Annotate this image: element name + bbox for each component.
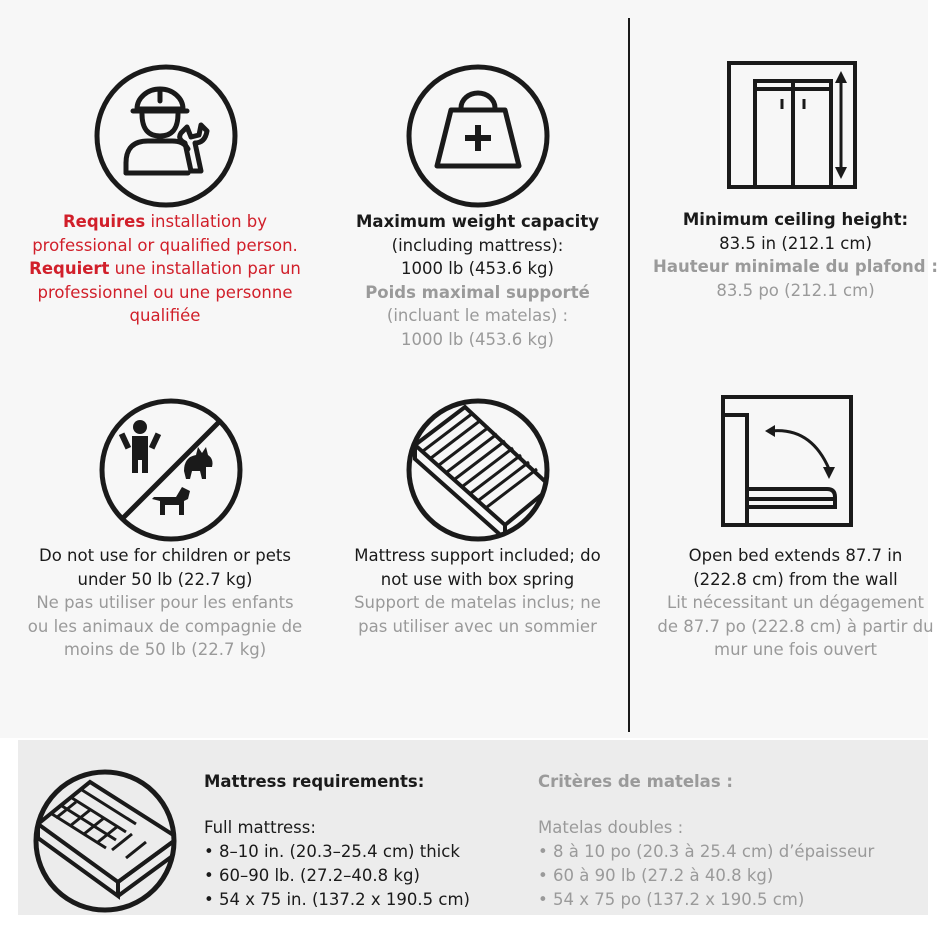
mattress-requirements-title: Mattress requirements: bbox=[204, 772, 425, 791]
feature-line bbox=[305, 304, 650, 328]
feature-line bbox=[623, 568, 945, 592]
feature-line bbox=[305, 257, 650, 281]
feature-text: de 87.7 po (222.8 cm) à partir du bbox=[657, 616, 934, 636]
feature-text: Lit nécessitant un dégagement bbox=[667, 593, 924, 612]
feature-text-mattress-support bbox=[305, 544, 650, 638]
feature-line bbox=[0, 234, 330, 258]
mattress-dimensions-fr: • 54 x 75 po (137.2 x 190.5 cm) bbox=[538, 890, 805, 909]
feature-line bbox=[623, 591, 945, 615]
feature-line bbox=[623, 279, 945, 303]
slat-support-icon bbox=[405, 397, 551, 543]
mattress-weight-fr: • 60 à 90 lb (27.2 à 40.8 kg) bbox=[538, 866, 774, 885]
feature-line bbox=[305, 568, 650, 592]
feature-line bbox=[0, 615, 330, 639]
feature-text: une installation par un bbox=[109, 259, 301, 278]
feature-line bbox=[0, 304, 330, 328]
feature-line bbox=[623, 255, 945, 279]
feature-text-ceiling-height bbox=[623, 208, 945, 302]
feature-text: under 50 lb (22.7 kg) bbox=[77, 569, 253, 589]
feature-line bbox=[0, 257, 330, 281]
feature-text: qualifiée bbox=[129, 306, 201, 325]
installer-wrench-icon bbox=[93, 63, 239, 209]
feature-text: Do not use for children or pets bbox=[39, 546, 291, 565]
mattress-thickness: • 8–10 in. (20.3–25.4 cm) thick bbox=[204, 842, 460, 861]
feature-text: Hauteur minimale du plafond : bbox=[653, 257, 938, 276]
feature-text: (incluant le matelas) : bbox=[386, 306, 569, 325]
feature-text-installation bbox=[0, 210, 330, 328]
feature-line bbox=[0, 638, 330, 662]
feature-text: Ne pas utiliser pour les enfants bbox=[36, 593, 294, 612]
feature-line bbox=[0, 281, 330, 305]
feature-text: professionnel ou une personne bbox=[37, 282, 293, 302]
weight-capacity-icon bbox=[405, 63, 551, 209]
mattress-thickness-fr: • 8 à 10 po (20.3 à 25.4 cm) d’épaisseur bbox=[538, 842, 875, 861]
feature-line bbox=[0, 568, 330, 592]
feature-text: Mattress support included; do bbox=[354, 546, 601, 565]
mattress-requirements-title-fr: Critères de matelas : bbox=[538, 772, 733, 791]
mattress-dimensions: • 54 x 75 in. (137.2 x 190.5 cm) bbox=[204, 890, 470, 909]
mattress-size-label-fr: Matelas doubles : bbox=[538, 818, 684, 837]
feature-text: 83.5 po (212.1 cm) bbox=[716, 280, 875, 300]
no-children-pets-icon bbox=[98, 397, 244, 543]
feature-line bbox=[305, 281, 650, 305]
feature-line bbox=[305, 544, 650, 568]
feature-line bbox=[305, 328, 650, 352]
feature-text: (including mattress): bbox=[391, 235, 564, 255]
mattress-size-label: Full mattress: bbox=[204, 818, 316, 837]
feature-text: professional or qualified person. bbox=[32, 235, 298, 255]
feature-text: mur une fois ouvert bbox=[714, 640, 877, 659]
feature-text-bed-extends bbox=[623, 544, 945, 662]
feature-text-weight-capacity bbox=[305, 210, 650, 351]
feature-line bbox=[623, 615, 945, 639]
feature-line bbox=[305, 615, 650, 639]
feature-text: installation by bbox=[145, 212, 268, 231]
feature-line bbox=[623, 638, 945, 662]
feature-text: Open bed extends 87.7 in bbox=[688, 546, 903, 565]
feature-line bbox=[0, 544, 330, 568]
feature-text: pas utiliser avec un sommier bbox=[358, 616, 597, 636]
feature-text: 83.5 in (212.1 cm) bbox=[719, 233, 872, 253]
feature-line bbox=[0, 591, 330, 615]
feature-line bbox=[305, 591, 650, 615]
feature-text: 1000 lb (453.6 kg) bbox=[401, 329, 554, 349]
feature-text-children-pets bbox=[0, 544, 330, 662]
feature-text: not use with box spring bbox=[380, 569, 575, 589]
feature-line bbox=[623, 232, 945, 256]
mattress-weight: • 60–90 lb. (27.2–40.8 kg) bbox=[204, 866, 420, 885]
feature-text: 1000 lb (453.6 kg) bbox=[401, 259, 554, 278]
feature-text: ou les animaux de compagnie de bbox=[27, 616, 303, 636]
mattress-requirements-fr bbox=[538, 770, 874, 912]
quilted-mattress-icon bbox=[32, 768, 178, 914]
mattress-requirements-en bbox=[204, 770, 470, 912]
feature-text: moins de 50 lb (22.7 kg) bbox=[63, 640, 267, 659]
feature-text: Minimum ceiling height: bbox=[682, 210, 909, 229]
feature-text: Maximum weight capacity bbox=[356, 212, 599, 231]
feature-line bbox=[305, 234, 650, 258]
feature-text: Support de matelas inclus; ne bbox=[354, 593, 601, 612]
feature-line bbox=[623, 544, 945, 568]
feature-text: Requiert bbox=[29, 259, 110, 278]
feature-line bbox=[623, 208, 945, 232]
ceiling-height-icon bbox=[727, 61, 857, 189]
feature-text: (222.8 cm) from the wall bbox=[693, 569, 898, 589]
feature-text: Requires bbox=[62, 212, 146, 231]
feature-text: Poids maximal supporté bbox=[365, 282, 590, 302]
feature-line bbox=[305, 210, 650, 234]
bed-extends-icon bbox=[721, 395, 853, 527]
feature-line bbox=[0, 210, 330, 234]
